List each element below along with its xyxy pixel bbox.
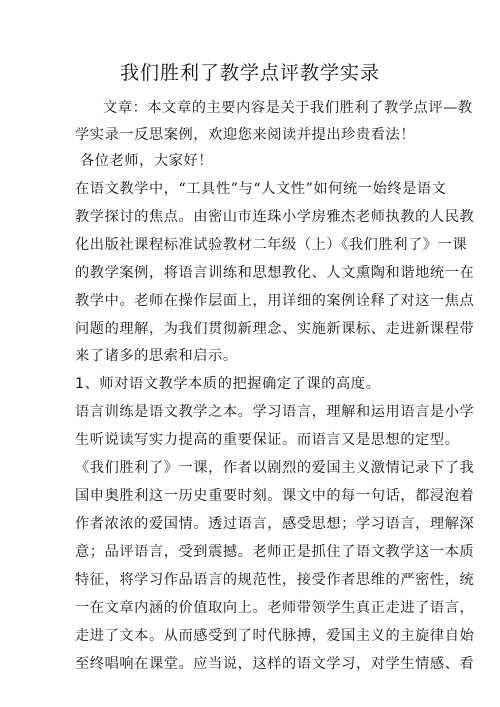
paragraph-line: 特征，将学习作品语言的规范性，接受作者思维的严密性，统 <box>75 572 475 588</box>
intro-line: 文章：本文章的主要内容是关于我们胜利了教学点评—教 <box>103 100 473 116</box>
document-title: 我们胜利了教学点评教学实录 <box>119 62 380 84</box>
paragraph-line: 来了诸多的思索和启示。 <box>75 348 238 364</box>
paragraph-line: 问题的理解，为我们贯彻新理念、实施新课标、走进新课程带 <box>75 321 475 337</box>
paragraph-line: 作者浓浓的爱国情。透过语言，感受思想；学习语言，理解深 <box>75 516 475 532</box>
greeting: 各位老师，大家好！ <box>80 153 214 169</box>
paragraph-line: 生听说读写实力提高的重要保证。而语言又是思想的定型。 <box>75 432 460 448</box>
paragraph-line: 教学探讨的焦点。由密山市连珠小学房雅杰老师执教的人民教 <box>75 209 475 225</box>
paragraph-line: 国申奥胜利这一历史重要时刻。课文中的每一句话，都浸泡着 <box>75 488 475 504</box>
paragraph-line: 走进了文本。从而感受到了时代脉搏，爱国主义的主旋律自始 <box>75 628 475 644</box>
paragraph-line: 化出版社课程标准试验教材二年级（上）《我们胜利了》一课 <box>75 237 468 253</box>
paragraph-line: 在语文教学中，“工具性”与“人文性”如何统一始终是语文 <box>75 181 447 197</box>
paragraph-line: 语言训练是语文教学之本。学习语言，理解和运用语言是小学 <box>75 404 475 420</box>
paragraph-line: 一在文章内涵的价值取向上。老师带领学生真正走进了语言， <box>75 600 475 616</box>
paragraph-line: 《我们胜利了》一课，作者以剧烈的爱国主义激情记录下了我 <box>75 460 475 476</box>
paragraph-line: 意；品评语言，受到震撼。老师正是抓住了语文教学这一本质 <box>75 544 475 560</box>
paragraph-line: 至终唱响在课堂。应当说，这样的语文学习，对学生情感、看 <box>75 656 475 672</box>
section-heading: 1、师对语文教学本质的把握确定了课的高度。 <box>75 376 381 392</box>
intro-line: 学实录一反思案例，欢迎您来阅读并提出珍贵看法！ <box>75 127 416 143</box>
paragraph-line: 教学中。老师在操作层面上，用详细的案例诠释了对这一焦点 <box>75 293 475 309</box>
paragraph-line: 的教学案例，将语言训练和思想教化、人文熏陶和谐地统一在 <box>75 265 475 281</box>
